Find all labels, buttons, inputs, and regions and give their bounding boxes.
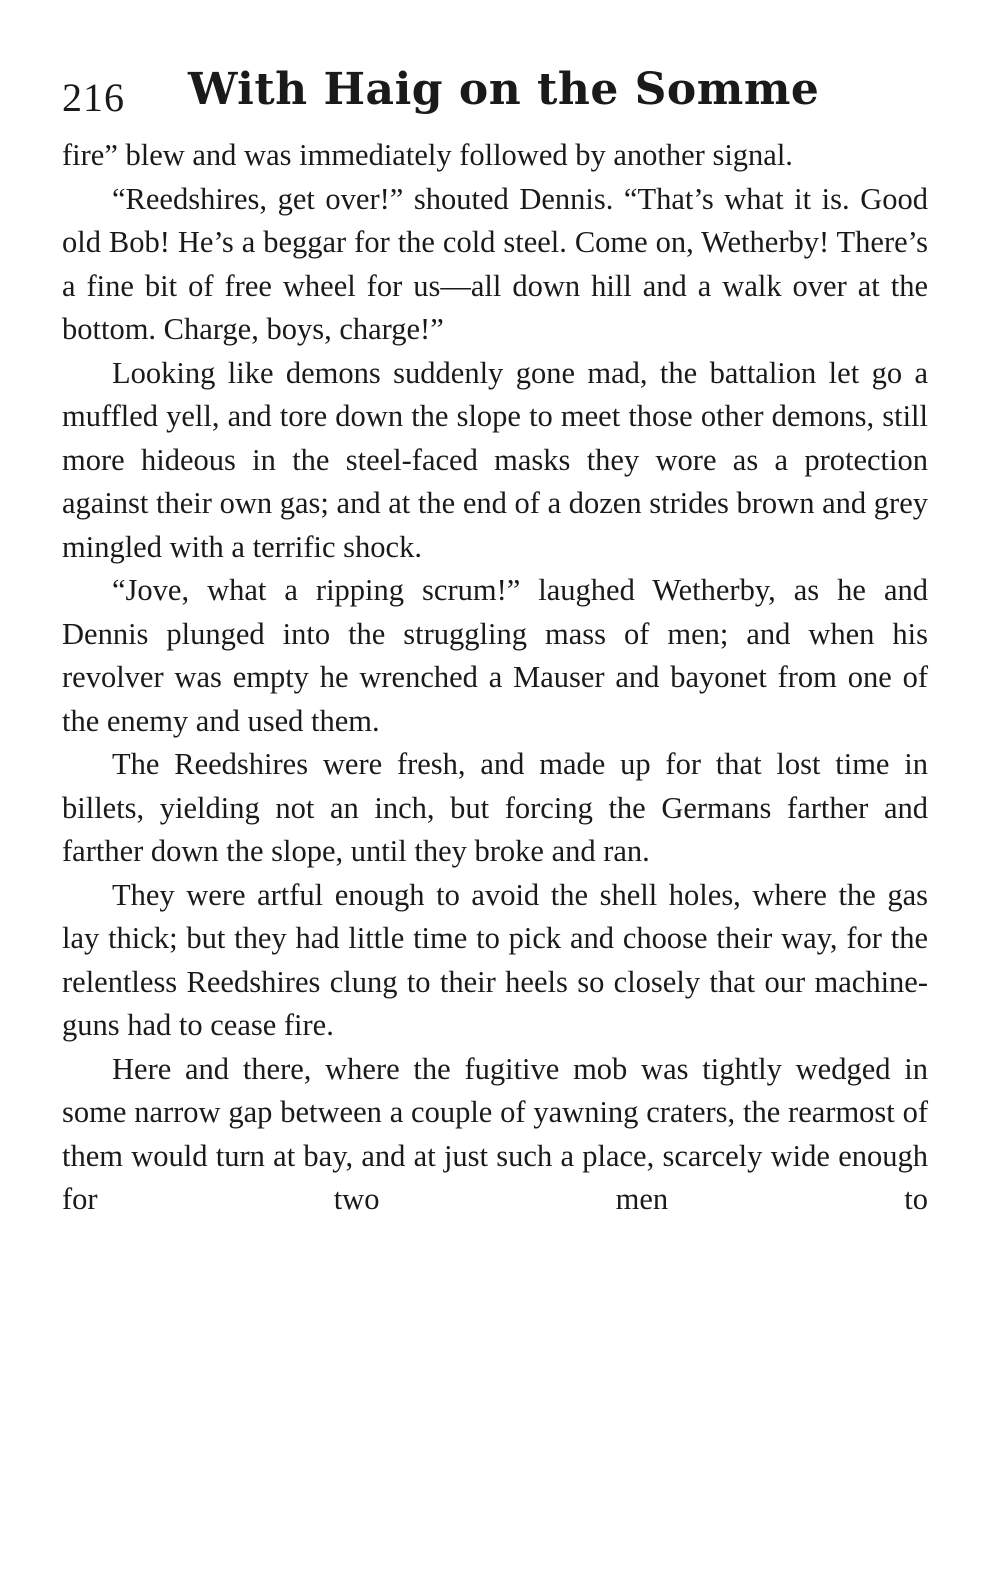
- paragraph: They were artful enough to avoid the shell holes, where the gas lay thick; but they had little time to pick and choose their way, for the relentless Reedshires clung to their heels so closely that our machine-guns had to cease fire.: [62, 877, 928, 1042]
- body-text: [62, 134, 928, 1222]
- running-title: With Haig on the Somme: [188, 64, 820, 115]
- paragraph-continues-next-page: Here and there, where the fugitive mob was tightly wedged in some narrow gap between a couple of yawning craters, the rearmost of them would turn at bay, and at just such a place, scarcely wide enough for two men to: [62, 1051, 928, 1216]
- page-header: [62, 64, 932, 124]
- paragraph: “Jove, what a ripping scrum!” laughed Wetherby, as he and Dennis plunged into the struggling mass of men; and when his revolver was empty he wrenched a Mauser and bayonet from one of the enemy and used them.: [62, 573, 928, 738]
- paragraph: The Reedshires were fresh, and made up for that lost time in billets, yielding not an inch, but forcing the Germans farther and farther down the slope, until they broke and ran.: [62, 747, 928, 868]
- paragraph-continued: fire” blew and was immediately followed by another signal.: [62, 138, 793, 172]
- page-number: 216: [62, 75, 125, 120]
- paragraph: “Reedshires, get over!” shouted Dennis. “That’s what it is. Good old Bob! He’s a beggar for the cold steel. Come on, Wetherby! There’s a fine bit of free wheel for us—all down hill and a walk over at the bottom. Charge, boys, charge!”: [62, 181, 928, 346]
- paragraph: Looking like demons suddenly gone mad, the battalion let go a muffled yell, and tore down the slope to meet those other demons, still more hideous in the steel-faced masks they wore as a protection against their own gas; and at the end of a dozen strides brown and grey mingled with a terrific shock.: [62, 355, 928, 564]
